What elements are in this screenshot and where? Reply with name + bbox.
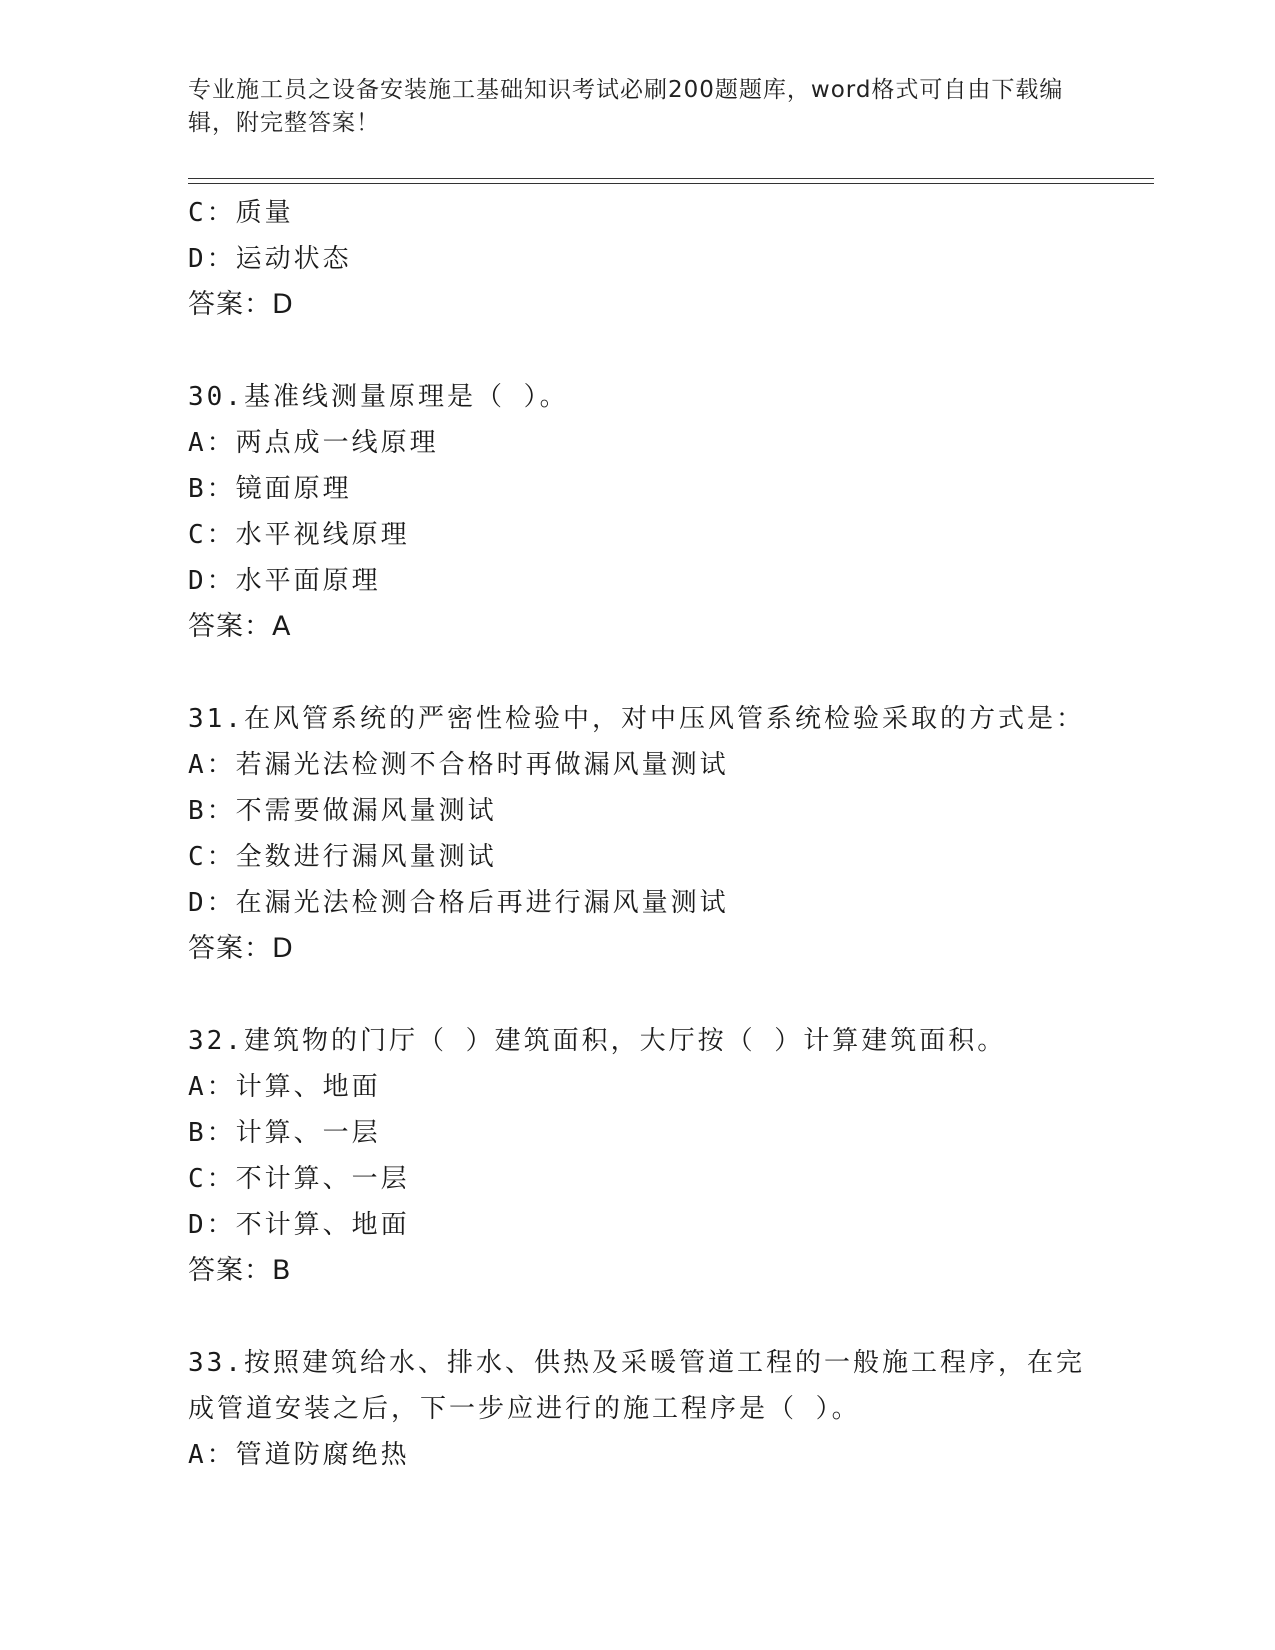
option-d: D：不计算、地面: [188, 1210, 410, 1240]
option-b: B：镜面原理: [188, 474, 352, 504]
option-a: A：两点成一线原理: [188, 428, 439, 458]
option-c: C：水平视线原理: [188, 520, 410, 550]
header-divider: [188, 178, 1154, 184]
question-32: [188, 1018, 1108, 1294]
question-list: [188, 190, 1108, 1478]
question-stem: 31.在风管系统的严密性检验中，对中压风管系统检验采取的方式是：: [188, 704, 1085, 734]
question-30: [188, 374, 1108, 650]
option-a: A：管道防腐绝热: [188, 1440, 410, 1470]
question-33: [188, 1340, 1108, 1478]
question-31: [188, 696, 1108, 972]
spacer: [188, 650, 1108, 696]
spacer: [188, 1294, 1108, 1340]
answer-line: 答案：D: [188, 289, 294, 320]
option-c: C：质量: [188, 198, 294, 228]
option-d: D：水平面原理: [188, 566, 381, 596]
spacer: [188, 328, 1108, 374]
answer-line: 答案：B: [188, 1255, 292, 1286]
question-29-continued: [188, 190, 1108, 328]
question-stem: 33.按照建筑给水、排水、供热及采暖管道工程的一般施工程序，在完成管道安装之后，下一步应进行的施工程序是（ ）。: [188, 1348, 1085, 1424]
option-a: A：计算、地面: [188, 1072, 381, 1102]
spacer: [188, 972, 1108, 1018]
question-stem: 32.建筑物的门厅（ ）建筑面积，大厅按（ ）计算建筑面积。: [188, 1026, 1007, 1056]
option-c: C：不计算、一层: [188, 1164, 410, 1194]
option-d: D：在漏光法检测合格后再进行漏风量测试: [188, 888, 729, 918]
answer-line: 答案：D: [188, 933, 294, 964]
question-stem: 30.基准线测量原理是（ ）。: [188, 382, 569, 412]
document-title: 专业施工员之设备安装施工基础知识考试必刷200题题库，word格式可自由下载编辑，附完整答案！: [188, 77, 1064, 136]
answer-line: 答案：A: [188, 611, 292, 642]
page-header: [188, 74, 1088, 140]
option-d: D：运动状态: [188, 244, 352, 274]
option-b: B：不需要做漏风量测试: [188, 796, 497, 826]
option-a: A：若漏光法检测不合格时再做漏风量测试: [188, 750, 729, 780]
option-c: C：全数进行漏风量测试: [188, 842, 497, 872]
option-b: B：计算、一层: [188, 1118, 381, 1148]
